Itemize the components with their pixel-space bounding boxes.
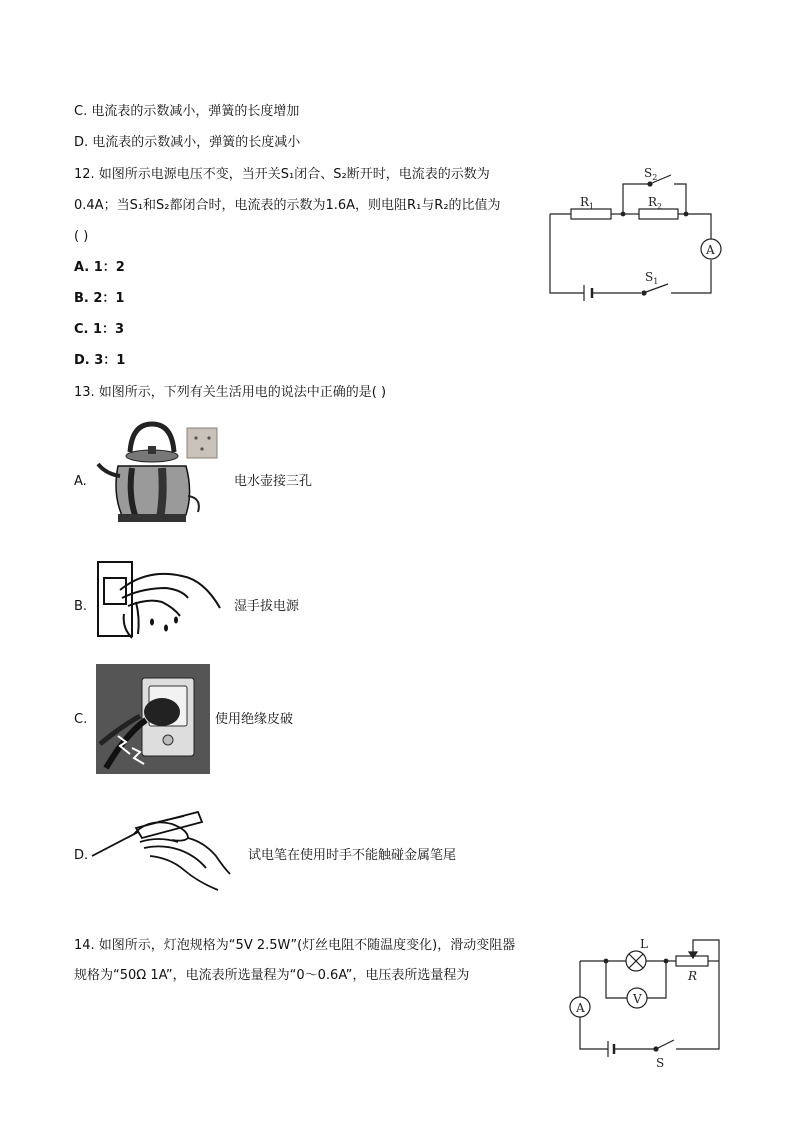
q12-circuit-diagram — [540, 160, 730, 305]
q13-option-a-text: 电水壶接三孔 — [234, 474, 313, 489]
q12-stem-line3: ( ) — [74, 229, 89, 244]
q12-stem-line2: 0.4A；当S₁和S₂都闭合时，电流表的示数为1.6A，则电阻R₁与R₂的比值为 — [74, 198, 501, 213]
q12-option-c: C. 1：3 — [74, 322, 125, 337]
q14-label-ammeter: A — [576, 1001, 585, 1015]
wet-hand-plug-image — [92, 558, 227, 642]
q13-option-c-letter: C. — [74, 712, 88, 727]
q13-option-a-letter: A. — [74, 474, 87, 489]
q13-option-b-letter: B. — [74, 599, 88, 614]
q12-label-s1: $S_1$ — [645, 270, 659, 286]
q12-label-s2: $S_2$ — [644, 166, 658, 182]
q14-label-switch: S — [656, 1056, 665, 1070]
q13-option-d-text: 试电笔在使用时手不能触碰金属笔尾 — [248, 848, 457, 863]
q14-circuit-diagram — [566, 932, 728, 1072]
test-pen-image — [88, 808, 238, 894]
q12-stem-line1: 12. 如图所示电源电压不变，当开关S₁闭合、S₂断开时，电流表的示数为 — [74, 167, 490, 182]
q12-option-a: A. 1：2 — [74, 260, 125, 275]
q14-label-rheostat: R — [688, 969, 698, 983]
q14-stem-line1: 14. 如图所示，灯泡规格为“5V 2.5W”(灯丝电阻不随温度变化)，滑动变阻器 — [74, 938, 516, 953]
damaged-plug-image — [96, 664, 210, 774]
q12-option-b: B. 2：1 — [74, 291, 125, 306]
q12-label-ammeter: A — [706, 243, 715, 257]
q12-label-r2: $R_2$ — [648, 195, 663, 211]
q13-option-d-letter: D. — [74, 848, 89, 863]
q14-label-lamp: L — [640, 937, 648, 951]
q12-label-r1: $R_1$ — [580, 195, 595, 211]
q13-option-c-text: 使用绝缘皮破 — [215, 712, 294, 727]
q11-option-c: C. 电流表的示数减小，弹簧的长度增加 — [74, 104, 300, 119]
q11-option-d: D. 电流表的示数减小，弹簧的长度减小 — [74, 135, 301, 150]
kettle-socket-image — [92, 416, 227, 534]
q13-option-b-text: 湿手拔电源 — [234, 599, 300, 614]
q14-stem-line2: 规格为“50Ω 1A”，电流表所选量程为“0～0.6A”，电压表所选量程为 — [74, 968, 470, 983]
q12-option-d: D. 3：1 — [74, 353, 126, 368]
q14-label-voltmeter: V — [633, 992, 642, 1006]
q13-stem: 13. 如图所示，下列有关生活用电的说法中正确的是( ) — [74, 385, 387, 400]
